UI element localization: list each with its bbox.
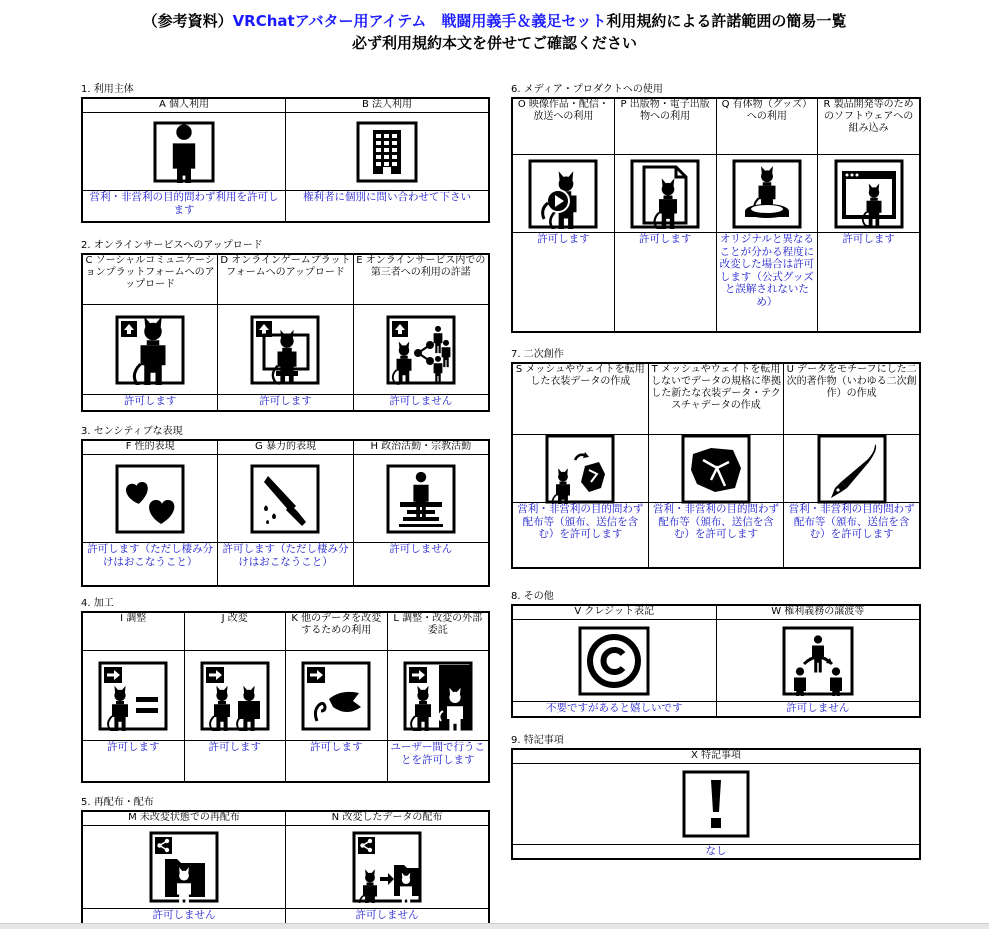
permission-table bbox=[511, 362, 921, 569]
section-label: 9. 特記事項 bbox=[511, 735, 564, 746]
permission-result: 許可します bbox=[537, 233, 590, 245]
column-header: C ソーシャルコミュニケーションプラットフォームへのアップロード bbox=[83, 255, 217, 305]
distribute-modified-icon bbox=[286, 826, 488, 909]
section-label: 7. 二次創作 bbox=[511, 349, 564, 360]
permission-table bbox=[81, 810, 490, 926]
permission-result: 許可します bbox=[310, 741, 363, 753]
section-2 bbox=[81, 240, 490, 412]
section-label: 4. 加工 bbox=[81, 598, 114, 609]
adjust-icon bbox=[83, 651, 184, 741]
permission-column bbox=[286, 99, 488, 221]
column-header: K 他のデータを改変するための利用 bbox=[286, 613, 387, 651]
permission-result: 許可しません bbox=[152, 909, 216, 921]
column-header: B 法人利用 bbox=[286, 99, 488, 113]
permission-result: 許可しません bbox=[786, 702, 850, 714]
exclamation-icon bbox=[513, 764, 919, 845]
upload-social-icon bbox=[83, 305, 217, 395]
permission-result: 営利・非営利の目的問わず利用を許可します bbox=[89, 191, 279, 216]
permission-result: 許可します bbox=[208, 741, 261, 753]
column-header: H 政治活動・宗教活動 bbox=[354, 441, 488, 455]
permission-table bbox=[81, 611, 490, 783]
permission-result: 許可しません bbox=[355, 909, 419, 921]
section-3 bbox=[81, 426, 490, 587]
section-label: 6. メディア・プロダクトへの使用 bbox=[511, 84, 663, 95]
column-header: X 特記事項 bbox=[513, 750, 919, 764]
section-label: 8. その他 bbox=[511, 591, 554, 602]
permission-column bbox=[388, 613, 489, 781]
permission-column bbox=[286, 613, 388, 781]
section-7 bbox=[511, 349, 921, 569]
column-header: N 改変したデータの配布 bbox=[286, 812, 488, 826]
permission-result: 許可します（ただし棲み分けはおこなうこと） bbox=[222, 543, 349, 568]
permission-result: 営利・非営利の目的問わず配布等（頒布、送信を含む）を許可します bbox=[517, 503, 644, 540]
title-product-name: VRChatアバター用アイテム 戦闘用義手＆義足セット bbox=[232, 12, 607, 30]
permission-column bbox=[354, 441, 488, 585]
permission-result: 許可しません bbox=[389, 395, 453, 407]
permission-column bbox=[615, 99, 717, 331]
column-header: U データをモチーフにした二次的著作物（いわゆる二次創作）の作成 bbox=[784, 364, 919, 435]
share-third-party-icon bbox=[354, 305, 488, 395]
column-header: P 出版物・電子出版物への利用 bbox=[615, 99, 716, 155]
office-building-icon bbox=[286, 113, 488, 191]
column-header: F 性的表現 bbox=[83, 441, 217, 455]
permission-result: なし bbox=[705, 845, 727, 857]
column-header: T メッシュやウェイトを転用しないでデータの規格に準拠した新たな衣装データ・テクスチャデータの作成 bbox=[649, 364, 784, 435]
column-header: A 個人利用 bbox=[83, 99, 285, 113]
column-header: D オンラインゲームプラットフォームへのアップロード bbox=[218, 255, 352, 305]
column-header: V クレジット表記 bbox=[513, 606, 716, 620]
document-subtitle: 必ず利用規約本文を併せてご確認ください bbox=[351, 34, 637, 52]
permission-result: 営利・非営利の目的問わず配布等（頒布、送信を含む）を許可します bbox=[653, 503, 779, 540]
section-8 bbox=[511, 591, 921, 718]
software-icon bbox=[818, 155, 919, 233]
use-for-other-data-icon bbox=[286, 651, 387, 741]
permission-column bbox=[83, 255, 218, 410]
permission-column bbox=[286, 812, 488, 924]
permission-result: 営利・非営利の目的問わず配布等（頒布、送信を含む）を許可します bbox=[788, 503, 915, 540]
permission-column bbox=[513, 364, 649, 567]
cloth-icon bbox=[649, 435, 784, 503]
column-header: S メッシュやウェイトを転用した衣装データの作成 bbox=[513, 364, 648, 435]
speaker-podium-icon bbox=[354, 455, 488, 543]
permission-result: ユーザー間で行うことを許可します bbox=[390, 741, 485, 766]
column-header: O 映像作品・配信・放送への利用 bbox=[513, 99, 614, 155]
redistribute-icon bbox=[83, 826, 285, 909]
column-header: M 未改変状態での再配布 bbox=[83, 812, 285, 826]
permission-result: 許可します bbox=[638, 233, 692, 245]
column-header: Q 有体物（グッズ）への利用 bbox=[717, 99, 818, 155]
permission-column bbox=[218, 255, 353, 410]
column-header: W 権利義務の譲渡等 bbox=[717, 606, 920, 620]
permission-result: 許可します bbox=[123, 395, 177, 407]
permission-table bbox=[81, 253, 490, 412]
permission-column bbox=[513, 750, 919, 858]
permission-result: 許可します bbox=[842, 233, 895, 245]
copyright-icon bbox=[513, 620, 716, 702]
video-icon bbox=[513, 155, 614, 233]
permission-column bbox=[83, 441, 218, 585]
permission-column bbox=[83, 99, 286, 221]
permission-column bbox=[83, 613, 185, 781]
page-edge bbox=[0, 924, 989, 929]
permission-result: オリジナルと異なることが分かる程度に改変した場合は許可します（公式グッズと誤解されないため） bbox=[719, 233, 815, 308]
section-6 bbox=[511, 84, 921, 333]
section-9 bbox=[511, 735, 921, 860]
permission-table bbox=[81, 439, 490, 587]
permission-column bbox=[185, 613, 287, 781]
figure-goods-icon bbox=[717, 155, 818, 233]
section-label: 1. 利用主体 bbox=[81, 84, 134, 95]
costume-transfer-icon bbox=[513, 435, 648, 503]
permission-column bbox=[717, 99, 819, 331]
permission-result: 許可します（ただし棲み分けはおこなうこと） bbox=[87, 543, 214, 568]
knife-icon bbox=[218, 455, 352, 543]
column-header: L 調整・改変の外部委託 bbox=[388, 613, 489, 651]
section-4 bbox=[81, 598, 490, 783]
section-1 bbox=[81, 84, 490, 223]
permission-table bbox=[511, 97, 921, 333]
section-label: 2. オンラインサービスへのアップロード bbox=[81, 240, 263, 251]
column-header: J 改変 bbox=[185, 613, 286, 651]
transfer-rights-icon bbox=[717, 620, 920, 702]
section-label: 5. 再配布・配布 bbox=[81, 797, 154, 808]
person-icon bbox=[83, 113, 285, 191]
permission-column bbox=[83, 812, 286, 924]
column-header: I 調整 bbox=[83, 613, 184, 651]
outsource-icon bbox=[388, 651, 489, 741]
pen-nib-icon bbox=[784, 435, 919, 503]
document-title bbox=[0, 10, 989, 31]
section-5 bbox=[81, 797, 490, 926]
permission-column bbox=[784, 364, 919, 567]
title-prefix: （参考資料） bbox=[142, 12, 233, 30]
permission-table bbox=[81, 97, 490, 223]
upload-game-icon bbox=[218, 305, 352, 395]
permission-column bbox=[717, 606, 920, 716]
permission-column bbox=[818, 99, 919, 331]
permission-column bbox=[513, 99, 615, 331]
permission-result: 許可します bbox=[259, 395, 312, 407]
permission-column bbox=[649, 364, 785, 567]
permission-table bbox=[511, 604, 921, 718]
permission-result: 許可しません bbox=[389, 543, 453, 555]
permission-result: 不要ですがあると嬉しいです bbox=[546, 702, 683, 714]
permission-column bbox=[218, 441, 353, 585]
column-header: G 暴力的表現 bbox=[218, 441, 352, 455]
permission-result: 権利者に個別に問い合わせて下さい bbox=[303, 191, 471, 203]
permission-result: 許可します bbox=[107, 741, 160, 753]
column-header: R 製品開発等のためのソフトウェアへの組み込み bbox=[818, 99, 919, 155]
hearts-icon bbox=[83, 455, 217, 543]
modify-icon bbox=[185, 651, 286, 741]
title-suffix: 利用規約による許諾範囲の簡易一覧 bbox=[606, 12, 847, 30]
permission-column bbox=[354, 255, 488, 410]
section-label: 3. センシティブな表現 bbox=[81, 426, 183, 437]
column-header: E オンラインサービス内での第三者への利用の許諾 bbox=[354, 255, 488, 305]
permission-table bbox=[511, 748, 921, 860]
permission-column bbox=[513, 606, 717, 716]
publication-icon bbox=[615, 155, 716, 233]
